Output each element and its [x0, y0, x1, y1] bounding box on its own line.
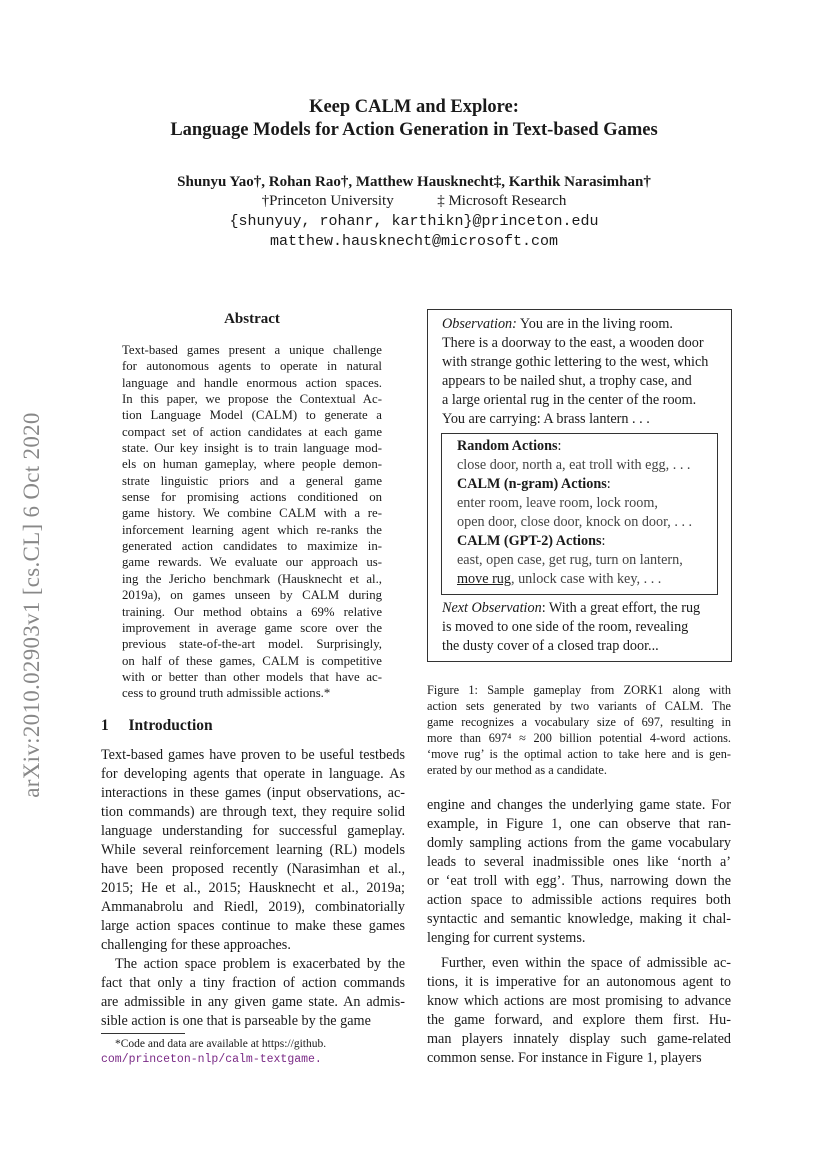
intro-paragraph-2	[101, 955, 405, 1031]
email-2: matthew.hausknecht@microsoft.com	[269, 233, 559, 250]
abstract-line: training. Our method obtains a 69% relative	[122, 604, 382, 619]
paragraph-line: large action spaces continue to make these games	[101, 918, 405, 934]
paragraph-line: example, in Figure 1, one can observe that ran-	[427, 816, 731, 832]
paragraph-line: Ammanabrolu and Riedl, 2019), combinatorially	[101, 899, 405, 915]
caption-line: more than 697⁴ ≈ 200 billion potential 4-word actions.	[427, 731, 731, 745]
paragraph-line: lenging for current systems.	[427, 930, 586, 946]
affiliation-microsoft: ‡ Microsoft Research	[437, 193, 567, 209]
ngram-actions-2: open door, close door, knock on door, . . .	[457, 514, 693, 530]
caption-line: game recognizes a vocabulary size of 697, resulting in	[427, 715, 731, 729]
paragraph-line: leads to several inadmissible ones like ‘north a’	[427, 854, 731, 870]
abstract-line: Text-based games present a unique challenge	[122, 343, 382, 357]
caption-line: Figure 1: Sample gameplay from ZORK1 along with	[427, 683, 731, 697]
paragraph-line: action space to admissible actions requires both	[427, 892, 731, 908]
abstract-line: cess to ground truth admissible actions.*	[122, 686, 331, 701]
paragraph-line: syntactic and semantic knowledge, making it chal-	[427, 911, 731, 927]
move-rug-highlight: move rug	[457, 571, 511, 587]
caption-line: ‘move rug’ is the optimal action to take here and is gen-	[427, 747, 731, 761]
abstract-line: compact set of action candidates at each game	[122, 424, 382, 439]
random-actions-heading: Random Actions	[457, 438, 558, 454]
right-paragraph-1	[427, 796, 731, 948]
abstract-body	[122, 342, 382, 702]
paragraph-line: language understanding for successful gameplay.	[101, 823, 405, 839]
gpt2-actions-1: east, open case, get rug, turn on lantern,	[457, 552, 683, 568]
paragraph-line: The action space problem is exacerbated by the	[115, 956, 405, 972]
abstract-line: els on human gameplay, where people demon-	[122, 457, 382, 472]
caption-line: action sets generated by two variants of CALM. The	[427, 699, 731, 713]
ngram-actions-1: enter room, leave room, lock room,	[457, 495, 658, 511]
paragraph-line: have been proposed recently (Narasimhan et al.,	[101, 861, 405, 877]
footnote-rule	[101, 1033, 185, 1034]
paper-title	[100, 96, 728, 142]
paragraph-line: tions, it is imperative for an autonomous agent to	[427, 974, 731, 990]
title-line-1: Keep CALM and Explore:	[309, 97, 519, 117]
abstract-line: previous state-of-the-art model. Surprisingly,	[122, 637, 382, 652]
paragraph-line: the game forward, and explore them first. Hu-	[427, 1012, 731, 1028]
paragraph-line: tion commands) are through text, they require solid	[101, 804, 405, 820]
paragraph-line: sible action is one that is parseable by the game	[101, 1013, 371, 1029]
abstract-line: state. Our key insight is to train language mod-	[122, 441, 382, 456]
ngram-actions-heading: CALM (n-gram) Actions	[457, 476, 607, 492]
arxiv-stamp: arXiv:2010.02903v1 [cs.CL] 6 Oct 2020	[19, 412, 44, 798]
paragraph-line: domly sampling actions from the game vocabulary	[427, 835, 731, 851]
abstract-line: language and handle enormous action spaces.	[122, 375, 382, 390]
paragraph-line: man players innately display such game-related	[427, 1031, 731, 1047]
next-observation-label: Next Observation	[442, 600, 542, 616]
intro-paragraph-1	[101, 746, 405, 955]
observation-label: Observation:	[442, 316, 517, 332]
footnote-line-2[interactable]: com/princeton-nlp/calm-textgame.	[101, 1053, 322, 1066]
abstract-line: strate linguistic priors and a general game	[122, 473, 382, 488]
next-observation-text: Next Observation: With a great effort, the rug is moved to one side of the room, revealing the dusty cover of a closed trap door...	[442, 600, 701, 654]
paragraph-line: 2015; He et al., 2015; Hausknecht et al., 2019a;	[101, 880, 405, 896]
observation-text: Observation: You are in the living room. There is a doorway to the east, a wooden door with strange gothic lettering to the west, which appears to be nailed shut, a trophy case, and a large oriental rug in the center of the room. You are carrying: A brass lantern . . .	[442, 316, 709, 427]
abstract-line: ing the Jericho benchmark (Hausknecht et al.,	[122, 571, 382, 586]
footnote	[101, 1037, 407, 1067]
figure-1-caption	[427, 682, 731, 778]
abstract-line: generated action candidates to maximize in-	[122, 539, 382, 554]
abstract-line: with or better than other models that have ac-	[122, 669, 382, 684]
caption-line: erated by our method as a candidate.	[427, 763, 607, 777]
paragraph-line: know which actions are most promising to advance	[427, 993, 731, 1009]
paragraph-line: While several reinforcement learning (RL) models	[101, 842, 405, 858]
figure-1-box	[427, 309, 732, 662]
actions-box: Random Actions: close door, north a, eat troll with egg, . . . CALM (n-gram) Actions: enter room, leave room, lock room, open door, close door, knock on door, . . . CALM (GPT-2) Actions: east, open case, get rug, turn on lantern, move rug, unlock case with key, . . .	[441, 433, 718, 595]
paragraph-line: interactions in these games (input observations, ac-	[101, 785, 405, 801]
abstract-line: In this paper, we propose the Contextual Ac-	[122, 392, 382, 407]
abstract-line: for autonomous agents to operate in natural	[122, 359, 382, 374]
paragraph-line: fact that only a tiny fraction of action commands	[101, 975, 405, 991]
gpt2-actions-heading: CALM (GPT-2) Actions	[457, 533, 602, 549]
email-1: {shunyuy, rohanr, karthikn}@princeton.edu	[229, 213, 599, 230]
right-paragraph-2	[427, 954, 731, 1068]
paragraph-line: or ‘eat troll with egg’. Thus, narrowing down the	[427, 873, 731, 889]
paragraph-line: are admissible in any given game state. An admis-	[101, 994, 405, 1010]
abstract-line: game history. We combine CALM with a re-	[122, 506, 382, 521]
title-line-2: Language Models for Action Generation in Text-based Games	[170, 120, 658, 140]
paragraph-line: challenging for these approaches.	[101, 937, 291, 953]
abstract-line: game rewards. We evaluate our approach us-	[122, 555, 382, 570]
abstract-heading: Abstract	[224, 311, 280, 327]
footnote-line-1: *Code and data are available at https://github.	[115, 1038, 327, 1050]
abstract-line: inforcement learning agent which re-ranks the	[122, 522, 382, 537]
paragraph-line: Text-based games have proven to be useful testbeds	[101, 747, 405, 763]
section-heading: 1 Introduction	[101, 717, 213, 734]
abstract-line: improvement in average game score over the	[122, 620, 382, 635]
affiliation-princeton: †Princeton University	[261, 193, 394, 209]
gpt2-actions-2: move rug, unlock case with key, . . .	[457, 571, 662, 587]
paragraph-line: engine and changes the underlying game state. For	[427, 797, 731, 813]
abstract-line: 2019a), on games unseen by CALM during	[122, 588, 382, 603]
affiliations	[100, 193, 728, 210]
paragraph-line: common sense. For instance in Figure 1, players	[427, 1050, 702, 1066]
random-actions: close door, north a, eat troll with egg, . . .	[457, 457, 691, 473]
paragraph-line: Further, even within the space of admissible ac-	[441, 955, 731, 971]
abstract-line: sense for promising actions conditioned on	[122, 490, 382, 505]
author-list: Shunyu Yao†, Rohan Rao†, Matthew Hausknecht‡, Karthik Narasimhan†	[177, 174, 651, 190]
abstract-line: on half of these games, CALM is competitive	[122, 653, 382, 668]
paragraph-line: for developing agents that operate in language. As	[101, 766, 405, 782]
abstract-line: tion Language Model (CALM) to generate a	[122, 408, 382, 423]
